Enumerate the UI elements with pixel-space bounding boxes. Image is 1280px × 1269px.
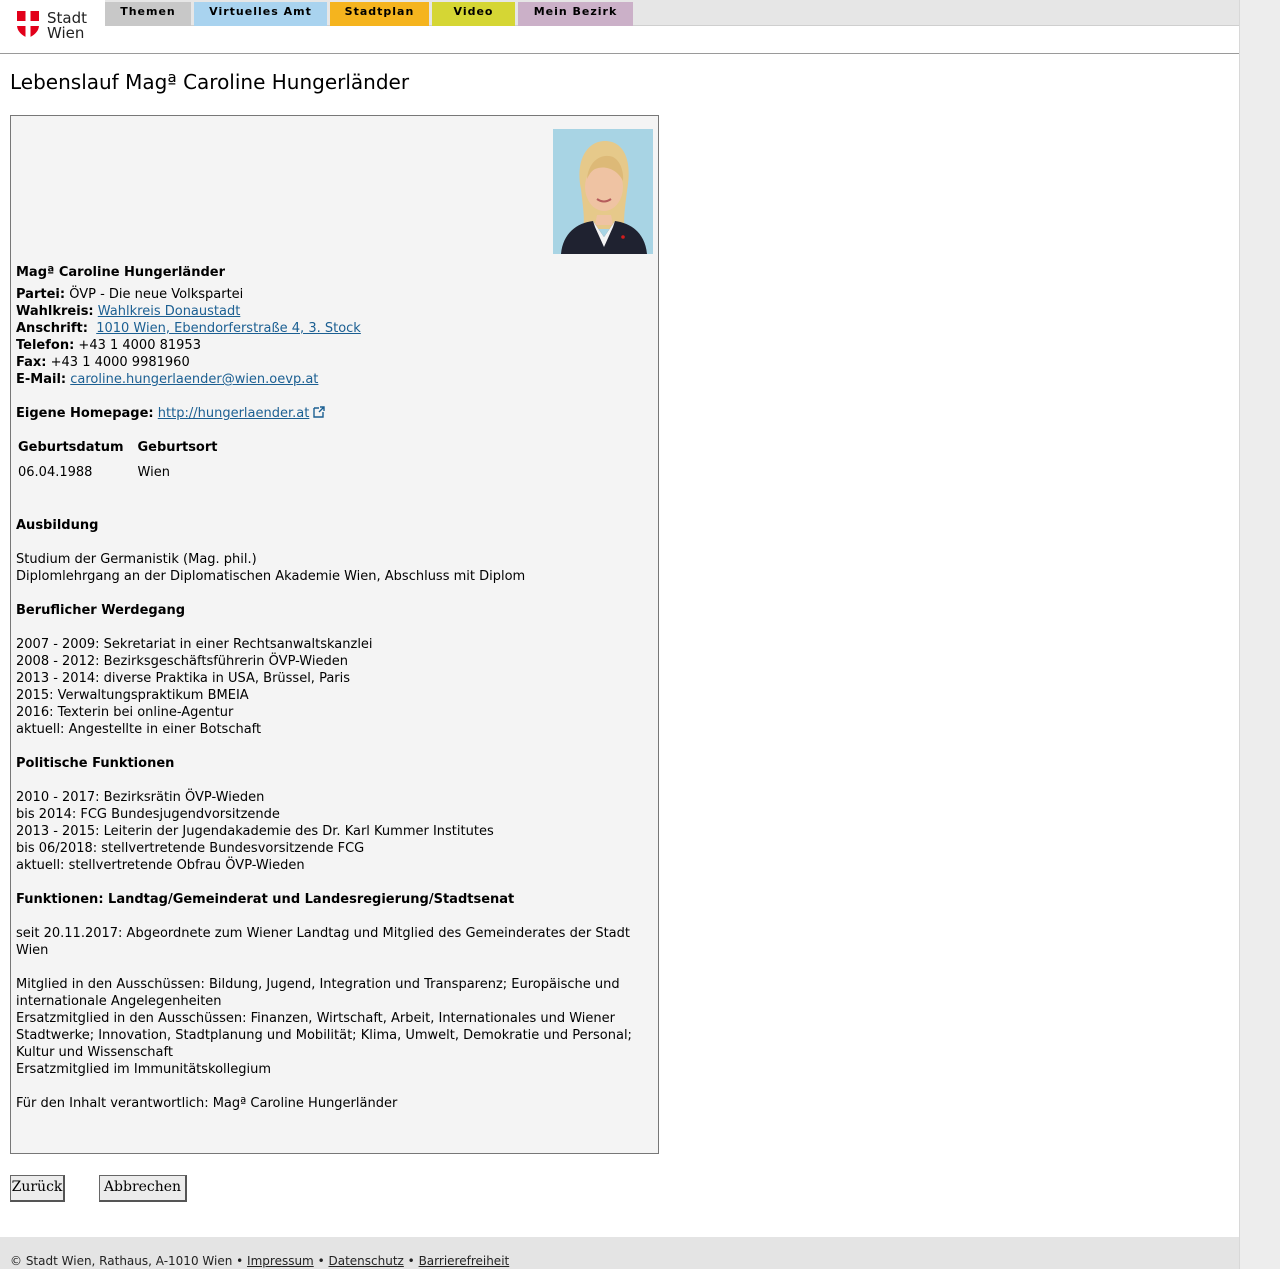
main-navigation — [105, 0, 1239, 26]
party-label: Partei: — [16, 287, 66, 302]
funktionen-item: Mitglied in den Ausschüssen: Bildung, Jugend, Integration und Transparenz; Europäische und internationale Angelegenheiten — [16, 977, 620, 1009]
phone-row — [16, 337, 646, 354]
ausbildung-item: Diplomlehrgang an der Diplomatischen Akademie Wien, Abschluss mit Diplom — [16, 569, 526, 584]
section-title-funktionen: Funktionen: Landtag/Gemeinderat und Landesregierung/Stadtsenat — [16, 892, 515, 907]
footer-separator: • — [236, 1254, 244, 1268]
beruf-item: 2016: Texterin bei online-Agentur — [16, 705, 234, 720]
address-label: Anschrift: — [16, 321, 88, 336]
politik-item: bis 06/2018: stellvertretende Bundesvorsitzende FCG — [16, 841, 365, 856]
page-gutter — [1239, 0, 1280, 1269]
stadt-wien-logo[interactable] — [10, 6, 100, 48]
funktionen-item: Ersatzmitglied in den Ausschüssen: Finanzen, Wirtschaft, Arbeit, Internationales und Wiener Stadtwerke; Innovation, Stadtplanung und Mobilität; Klima, Umwelt, Demokratie und Personal; Kultur und Wissenschaft — [16, 1011, 632, 1060]
footer-link-impressum[interactable]: Impressum — [247, 1254, 314, 1268]
nav-themen[interactable]: Themen — [105, 2, 191, 26]
phone-label: Telefon: — [16, 338, 75, 353]
nav-virtuelles-amt[interactable]: Virtuelles Amt — [194, 2, 327, 26]
address-link[interactable]: 1010 Wien, Ebendorferstraße 4, 3. Stock — [96, 321, 361, 336]
section-title-beruf: Beruflicher Werdegang — [16, 603, 186, 618]
nav-video[interactable]: Video — [432, 2, 515, 26]
footer-link-datenschutz[interactable]: Datenschutz — [328, 1254, 404, 1268]
footer-separator: • — [317, 1254, 325, 1268]
nav-stadtplan[interactable]: Stadtplan — [330, 2, 429, 26]
footer-separator: • — [407, 1254, 415, 1268]
phone-value: +43 1 4000 81953 — [78, 338, 201, 353]
party-row — [16, 286, 646, 303]
beruf-item: 2013 - 2014: diverse Praktika in USA, Brüssel, Paris — [16, 671, 351, 686]
fax-row — [16, 354, 646, 371]
beruf-item: 2015: Verwaltungspraktikum BMEIA — [16, 688, 249, 703]
responsibility-note: Für den Inhalt verantwortlich: Magª Caroline Hungerländer — [16, 1096, 398, 1111]
beruf-item: 2007 - 2009: Sekretariat in einer Rechtsanwaltskanzlei — [16, 637, 373, 652]
wahlkreis-label: Wahlkreis: — [16, 304, 94, 319]
birth-place-value: Wien — [137, 465, 170, 480]
birth-table — [16, 433, 219, 483]
cancel-button[interactable]: Abbrechen — [99, 1175, 187, 1202]
fax-label: Fax: — [16, 355, 47, 370]
logo-text-line2: Wien — [47, 24, 85, 42]
politik-item: bis 2014: FCG Bundesjugendvorsitzende — [16, 807, 280, 822]
address-row — [16, 320, 646, 337]
wien-shield-icon — [17, 11, 39, 38]
footer-text — [10, 1254, 509, 1268]
profile-content — [16, 264, 646, 1112]
fax-value: +43 1 4000 9981960 — [50, 355, 190, 370]
nav-mein-bezirk[interactable]: Mein Bezirk — [518, 2, 633, 26]
politik-item: aktuell: stellvertretende Obfrau ÖVP-Wieden — [16, 858, 305, 873]
site-footer — [0, 1237, 1239, 1269]
birth-date-value: 06.04.1988 — [18, 465, 93, 480]
section-title-politik: Politische Funktionen — [16, 756, 175, 771]
email-row — [16, 371, 646, 388]
beruf-item: aktuell: Angestellte in einer Botschaft — [16, 722, 262, 737]
back-button[interactable]: Zurück — [10, 1175, 65, 1202]
birth-date-header: Geburtsdatum — [18, 440, 124, 455]
homepage-row — [16, 405, 646, 422]
wahlkreis-link[interactable]: Wahlkreis Donaustadt — [97, 304, 241, 319]
external-link-icon — [313, 406, 325, 418]
homepage-link[interactable]: http://hungerlaender.at — [157, 406, 310, 421]
party-value: ÖVP - Die neue Volkspartei — [69, 287, 244, 302]
email-link[interactable]: caroline.hungerlaender@wien.oevp.at — [70, 372, 319, 387]
homepage-label: Eigene Homepage: — [16, 406, 154, 421]
logo-text-line1: Stadt — [47, 9, 87, 27]
site-header — [0, 0, 1239, 54]
ausbildung-item: Studium der Germanistik (Mag. phil.) — [16, 552, 257, 567]
email-label: E-Mail: — [16, 372, 67, 387]
beruf-item: 2008 - 2012: Bezirksgeschäftsführerin ÖVP-Wieden — [16, 654, 348, 669]
page-title: Lebenslauf Magª Caroline Hungerländer — [10, 70, 410, 94]
wahlkreis-row — [16, 303, 646, 320]
politik-item: 2010 - 2017: Bezirksrätin ÖVP-Wieden — [16, 790, 265, 805]
logo-text — [47, 11, 87, 41]
section-title-ausbildung: Ausbildung — [16, 518, 99, 533]
politik-item: 2013 - 2015: Leiterin der Jugendakademie des Dr. Karl Kummer Institutes — [16, 824, 494, 839]
profile-name: Magª Caroline Hungerländer — [16, 265, 225, 280]
funktionen-text: seit 20.11.2017: Abgeordnete zum Wiener Landtag und Mitglied des Gemeinderates der Stadt Wien — [16, 926, 630, 958]
footer-copyright: © Stadt Wien, Rathaus, A-1010 Wien — [10, 1254, 233, 1268]
footer-link-barrierefreiheit[interactable]: Barrierefreiheit — [418, 1254, 510, 1268]
profile-card — [10, 115, 659, 1154]
funktionen-item: Ersatzmitglied im Immunitätskollegium — [16, 1062, 272, 1077]
birth-place-header: Geburtsort — [137, 440, 218, 455]
portrait-photo — [553, 129, 653, 254]
